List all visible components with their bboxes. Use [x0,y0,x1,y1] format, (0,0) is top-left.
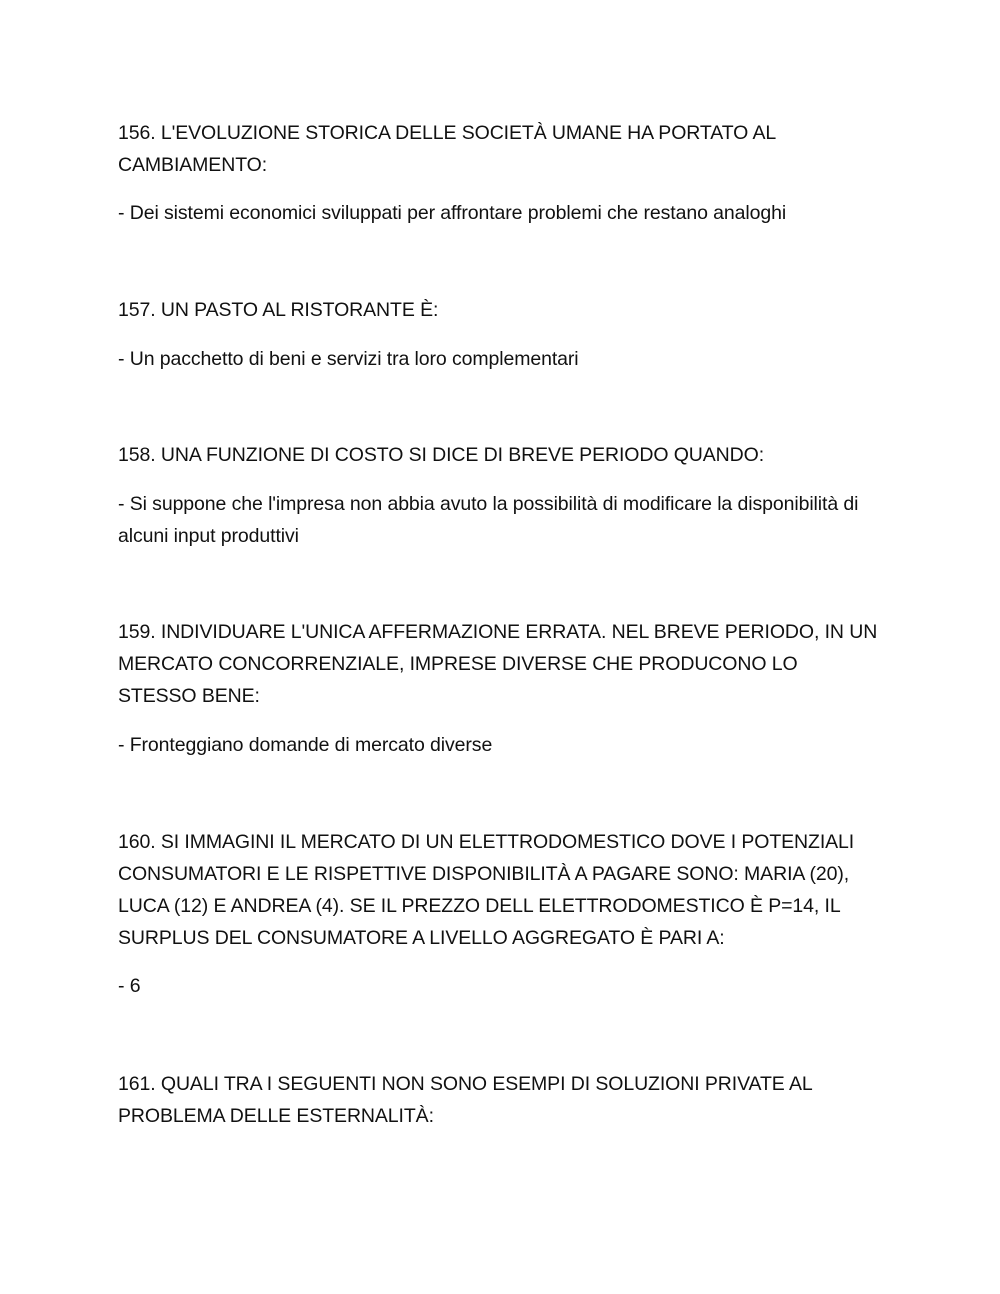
question-161: 161. QUALI TRA I SEGUENTI NON SONO ESEMPI DI SOLUZIONI PRIVATE AL PROBLEMA DELLE ESTERNALITÀ: [118,1073,812,1127]
question-158: 158. UNA FUNZIONE DI COSTO SI DICE DI BREVE PERIODO QUANDO: [118,444,765,466]
answer-160: - 6 [118,975,141,997]
answer-157: - Un pacchetto di beni e servizi tra loro complementari [118,348,579,370]
answer-156: - Dei sistemi economici sviluppati per affrontare problemi che restano analoghi [118,202,787,224]
question-157: 157. UN PASTO AL RISTORANTE È: [118,299,439,321]
question-160: 160. SI IMMAGINI IL MERCATO DI UN ELETTRODOMESTICO DOVE I POTENZIALI CONSUMATORI E LE RISPETTIVE DISPONIBILITÀ A PAGARE SONO: MARIA (20), LUCA (12) E ANDREA (4). SE IL PREZZO DELL ELETTRODOMESTICO È P=14, IL SURPLUS DEL CONSUMATORE A LIVELLO AGGREGATO È PARI A: [118,831,855,949]
answer-158: - Si suppone che l'impresa non abbia avuto la possibilità di modificare la disponibilità di alcuni input produttivi [118,493,859,547]
question-156: 156. L'EVOLUZIONE STORICA DELLE SOCIETÀ UMANE HA PORTATO AL CAMBIAMENTO: [118,122,776,176]
question-159: 159. INDIVIDUARE L'UNICA AFFERMAZIONE ERRATA. NEL BREVE PERIODO, IN UN MERCATO CONCORRENZIALE, IMPRESE DIVERSE CHE PRODUCONO LO STESSO BENE: [118,621,878,707]
answer-159: - Fronteggiano domande di mercato diverse [118,734,493,756]
